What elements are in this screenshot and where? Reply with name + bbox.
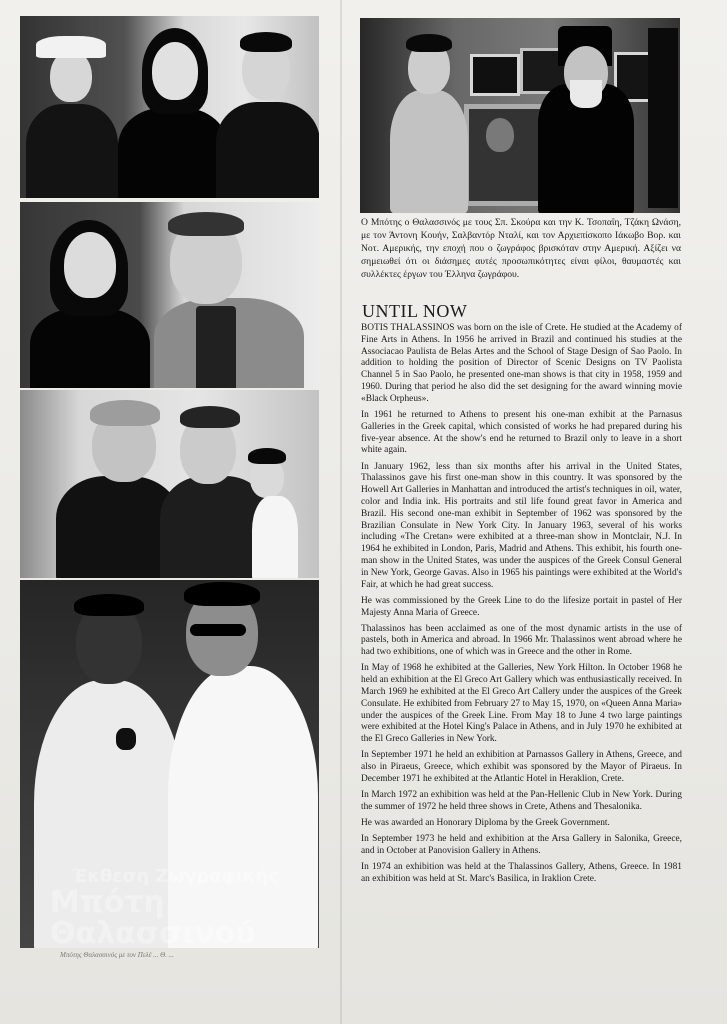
- paragraph: In January 1962, less than six months after his arrival in the United States, Thalassinos gave his first one-man show in this country. It was sponsored by the Howell Art Galleries in Manhattan and introduced the artist's techniques in oil, water, color and India ink. His portraits and stil life found great favor in America and Brazil. His second one-man exhibit in September of 1962 was sponsored by the Brazilian Consulate in New York City. In January 1963, several of his works including «The Cretan» were exhibited at a three-man show in Montclair, N.J. In 1964 he exhibited in London, Paris, Madrid and Athens. This exhibit, his fourth one-man show in the United States, was under the auspices of the Greek Consul General in New York, George Gavas. Also in 1965 his paintings were exhibited at the World's Fair, at which he had great success.: [361, 461, 682, 590]
- paragraph: BOTIS THALASSINOS was born on the isle of Crete. He studied at the Academy of Fine Arts in Athens. In 1956 he arrived in Brazil and continued his studies at the Associacao Paulista de Belas Artes and the School of Stage Design of Sao Paolo. In addition to holding the position of Director of Scenic Designs on TV Paolista Channel 5 in Sao Paolo, he presented one-man shows is that city in 1958, 1959 and 1960. During that period he also did the set designing for the award winning movie «Black Orpheus».: [361, 323, 682, 404]
- photo-caption-greek: Ο Μπότης ο Θαλασσινός με τους Σπ. Σκούρα και την Κ. Τσοπαΐη, Τζάκη Ωνάση, με τον Άντονη Κουήν, Σαλβαντόρ Νταλί, και τον Αρχιεπίσκοπο Ιάκωβο Βορ. και Νοτ. Αμερικής, την εποχή που ο ζωγράφος βρισκόταν στην Αμερική. Αξίζει να σημειωθεί ότι οι διάσημες αυτές προσωπικότητες είναι φίλοι, θαυμαστές και συλλέκτες έργων του Έλληνα ζωγράφου.: [361, 217, 681, 280]
- photo-gallery-archbishop: [360, 18, 680, 213]
- page-fold: [340, 0, 342, 1024]
- paragraph: In 1961 he returned to Athens to present his one-man exhibit at the Parnasus Galleries in the Greek capital, which consisted of works he had prepared during his five-year absence. At the show's end he returned to Brazil only to leave in a short white again.: [361, 409, 682, 456]
- paragraph: In May of 1968 he exhibited at the Galleries, New York Hilton. In October 1968 he held an exhibition at the El Greco Art Gallery which was enthusiastically received. In March 1969 he exhibited at the El Greco Art Callery under the auspices of the Greek Consulate. He exhibited from February 27 to May 15, 1970, on «Queen Anna Maria» under the auspices of the Greek Line. From May 18 to June 4 two large paintings were exhibited at the Hotel King's Palace in Athens, and in July 1970 he exhibited at the El Greco Galleries in New York.: [361, 663, 682, 745]
- section-title: UNTIL NOW: [362, 301, 468, 321]
- biography-text: [361, 323, 682, 890]
- photo-three-men: [20, 390, 319, 578]
- watermark-line-2: Μπότη Θαλασσινού: [50, 884, 256, 952]
- watermark-line-1: Έκθεση Ζωγραφικής: [72, 866, 280, 887]
- paragraph: He was awarded an Honorary Diploma by the Greek Government.: [361, 818, 610, 829]
- paragraph: In 1974 an exhibition was held at the Thalassinos Gallery, Athens, Greece. In 1981 an exhibition was held at St. Marc's Basilica, in Iraklion Crete.: [361, 862, 682, 885]
- paragraph: He was commissioned by the Greek Line to do the lifesize portait in pastel of Her Majesty Anna Maria of Greece.: [361, 595, 682, 618]
- photo-group-three: [20, 16, 319, 198]
- paragraph: Thalassinos has been acclaimed as one of the most dynamic artists in the use of pastels, both in America and abroad. In 1966 Mr. Thalassinos went abroad where he had two exhibitions, one of which was in Greece and the other in Rome.: [361, 623, 682, 658]
- paragraph: In September 1973 he held and exhibition at the Arsa Gallery in Salonika, Greece, and in October at Panovision Gallery in Athens.: [361, 834, 682, 857]
- paragraph: In September 1971 he held an exhibition at Parnassos Gallery in Athens, Greece, and also in Piraeus, Greece, which exhibit was sponsored by the Mayor of Piraeus. In December 1971 he exhibited at the Atlantic Hotel in Heraklion, Crete.: [361, 750, 682, 785]
- photo-woman-and-man: [20, 202, 319, 388]
- paragraph: In March 1972 an exhibition was held at the Pan-Hellenic Club in New York. During the summer of 1972 he held three shows in Crete, Athens and Thesalonika.: [361, 790, 682, 813]
- photo-credit: Μπότης Θαλασσινός με τον Πελέ ... Θ. ...: [60, 951, 174, 959]
- watermark-title: [50, 868, 330, 950]
